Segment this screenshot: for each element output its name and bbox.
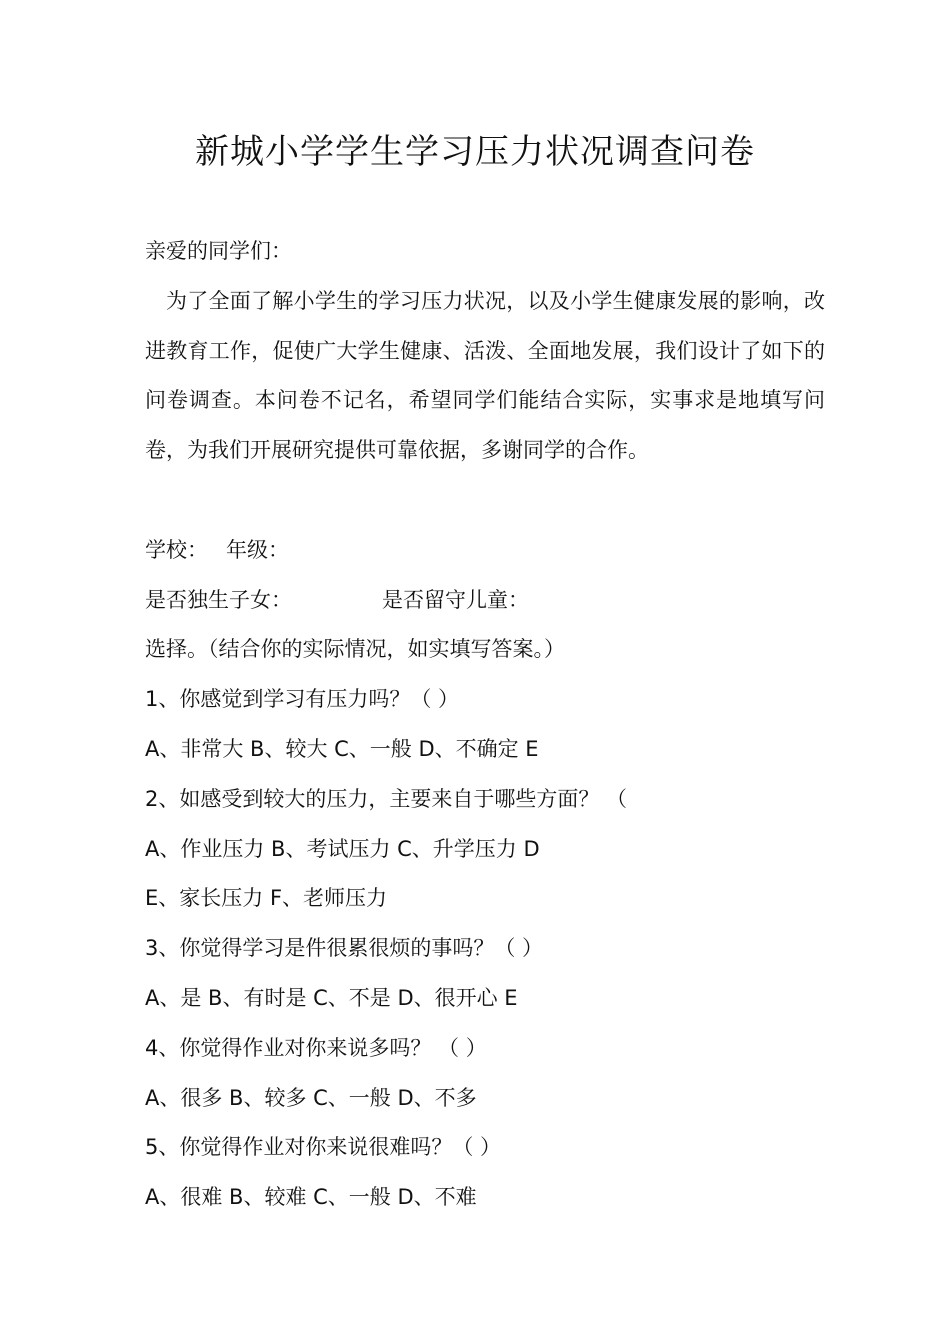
intro-paragraph: 为了全面了解小学生的学习压力状况，以及小学生健康发展的影响，改进教育工作，促使广大学生健康、活泼、全面地发展，我们设计了如下的问卷调查。本问卷不记名，希望同学们能结合实际，实事求是地填写问卷，为我们开展研究提供可靠依据，多谢同学的合作。 (145, 288, 825, 463)
question-3: 3、你觉得学习是件很累很烦的事吗？（ ） (145, 936, 544, 961)
school-field-label: 学校： (145, 537, 208, 562)
left-behind-field-label: 是否留守儿童： (382, 587, 529, 612)
question-2: 2、如感受到较大的压力，主要来自于哪些方面？ （ (145, 786, 628, 811)
question-1-options: A、非常大 B、较大 C、一般 D、不确定 E (145, 736, 539, 761)
question-5-options: A、很难 B、较难 C、一般 D、不难 (145, 1185, 477, 1210)
school-grade-line (145, 526, 825, 576)
question-4: 4、你觉得作业对你来说多吗？ （ ） (145, 1035, 487, 1060)
question-5: 5、你觉得作业对你来说很难吗？（ ） (145, 1135, 502, 1160)
question-2-options-line-2: E、家长压力 F、老师压力 (145, 886, 388, 911)
document-title: 新城小学学生学习压力状况调查问卷 (195, 132, 755, 172)
grade-field-label: 年级： (226, 537, 289, 562)
only-child-field-label: 是否独生子女： (145, 587, 292, 612)
question-1: 1、你感觉到学习有压力吗？（ ） (145, 687, 460, 712)
question-2-options-line-1: A、作业压力 B、考试压力 C、升学压力 D (145, 836, 540, 861)
child-status-line (145, 576, 825, 626)
greeting: 亲爱的同学们： (145, 239, 292, 263)
document-body (145, 227, 825, 1223)
question-4-options: A、很多 B、较多 C、一般 D、不多 (145, 1085, 477, 1110)
instruction-text: 选择。（结合你的实际情况，如实填写答案。） (145, 637, 565, 662)
question-3-options: A、是 B、有时是 C、不是 D、很开心 E (145, 985, 518, 1010)
